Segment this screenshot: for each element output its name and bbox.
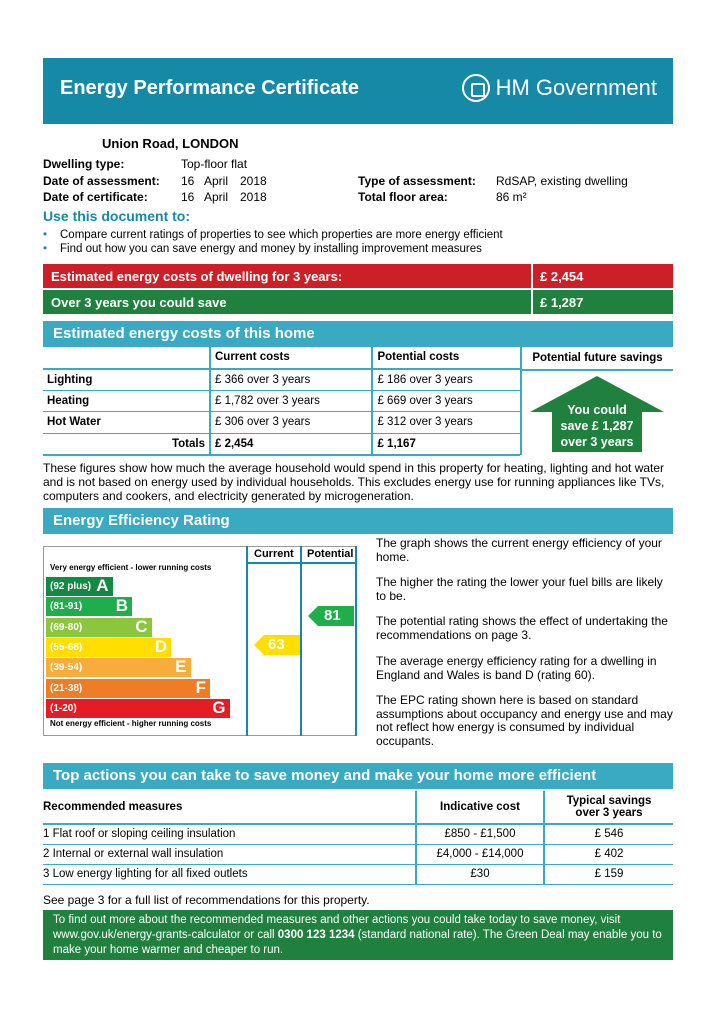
band-range: (21-38) bbox=[50, 682, 83, 694]
rating-text: The higher the rating the lower your fuel bills are likely to be. bbox=[376, 575, 663, 603]
rating-band-a bbox=[46, 577, 113, 596]
col-measures: Recommended measures bbox=[43, 791, 416, 824]
footer-info: To find out more about the recommended measures and other actions you could take today to save money, visit www.gov.uk/energy-grants-calculator or call 0300 123 1234 (standard national rate). The Green Deal may enable you to make your home warmer and cheaper to run. bbox=[43, 910, 673, 960]
use-bullet: • Find out how you can save energy and money by installing improvement measures bbox=[43, 243, 482, 255]
rating-text: The potential rating shows the effect of undertaking the recommendations on page 3. bbox=[376, 614, 668, 642]
page-title: Energy Performance Certificate bbox=[60, 77, 360, 99]
col-savings: Typical savings over 3 years bbox=[544, 791, 673, 824]
rating-text: The graph shows the current energy efficiency of your home. bbox=[376, 536, 662, 564]
band-letter: B bbox=[115, 596, 128, 616]
band-letter: C bbox=[135, 616, 148, 636]
assessment-type-label: Type of assessment: bbox=[358, 174, 476, 188]
assessment-month: April bbox=[204, 174, 229, 188]
band-letter: F bbox=[195, 677, 206, 697]
estimated-cost-label: Estimated energy costs of dwelling for 3 years: bbox=[51, 269, 343, 284]
col-cost: Indicative cost bbox=[416, 791, 544, 824]
table-row: Heating £ 1,782 over 3 years £ 669 over 3 years bbox=[43, 390, 520, 412]
certificate-date-label: Date of certificate: bbox=[43, 190, 148, 204]
property-address: Union Road, LONDON bbox=[102, 136, 239, 151]
band-letter: E bbox=[175, 657, 187, 677]
potential-rating-value: 81 bbox=[324, 607, 341, 624]
rating-band-b bbox=[46, 597, 132, 616]
actions-section-heading: Top actions you can take to save money and make your home more efficient bbox=[43, 763, 673, 789]
savings-value: £ 1,287 bbox=[540, 295, 584, 310]
table-row: 2 Internal or external wall insulation £4,000 - £14,000 £ 402 bbox=[43, 844, 673, 864]
estimated-cost-value: £ 2,454 bbox=[540, 269, 584, 284]
costs-note: These figures show how much the average household would spend in this property for heating, lighting and hot water and is not based on energy used by individual households. This excludes energy use for running appliances like TVs, computers and cookers, and electricity generated by microgeneration. bbox=[43, 461, 665, 503]
header-banner bbox=[43, 58, 673, 124]
future-savings-panel bbox=[520, 347, 673, 455]
crest-icon bbox=[462, 74, 490, 102]
potential-rating-marker bbox=[308, 606, 354, 626]
certificate-month: April bbox=[204, 190, 229, 204]
band-range: (92 plus) bbox=[50, 581, 92, 592]
rating-band-e bbox=[46, 658, 191, 677]
floor-area-label: Total floor area: bbox=[358, 190, 448, 204]
certificate-day: 16 bbox=[181, 190, 195, 204]
dwelling-type: Top-floor flat bbox=[181, 157, 248, 171]
use-bullet: • Compare current ratings of properties to see which properties are more energy efficient bbox=[43, 229, 503, 241]
col-current-rating: Current bbox=[254, 548, 294, 560]
gov-label: HM Government bbox=[495, 75, 657, 100]
rating-band-g bbox=[46, 699, 230, 718]
use-heading: Use this document to: bbox=[43, 208, 191, 224]
table-row: Lighting £ 366 over 3 years £ 186 over 3 years bbox=[43, 369, 520, 391]
col-potential-rating: Potential bbox=[307, 548, 354, 560]
band-range: (81-91) bbox=[50, 601, 83, 613]
band-letter: A bbox=[96, 576, 109, 595]
current-rating-marker bbox=[254, 635, 300, 655]
rating-text: The EPC rating shown here is based on standard assumptions about occupancy and energy use and may not reflect how energy is consumed by individual occupants. bbox=[376, 693, 673, 748]
costs-section-heading: Estimated energy costs of this home bbox=[43, 321, 673, 347]
gov-logo bbox=[462, 74, 657, 102]
floor-area: 86 m² bbox=[496, 190, 527, 204]
savings-bar bbox=[43, 290, 673, 314]
rating-section-heading: Energy Efficiency Rating bbox=[43, 508, 673, 534]
table-row: Hot Water £ 306 over 3 years £ 312 over 3 years bbox=[43, 412, 520, 434]
estimated-cost-bar bbox=[43, 264, 673, 288]
band-range: (69-80) bbox=[50, 621, 83, 633]
totals-row: Totals £ 2,454 £ 1,167 bbox=[43, 433, 520, 455]
current-rating-value: 63 bbox=[268, 636, 285, 653]
assessment-date-label: Date of assessment: bbox=[43, 174, 160, 188]
top-caption: Very energy efficient - lower running costs bbox=[50, 563, 212, 572]
savings-label: Over 3 years you could save bbox=[51, 295, 227, 310]
assessment-type: RdSAP, existing dwelling bbox=[496, 174, 628, 188]
rating-band-c bbox=[46, 618, 152, 637]
table-row: 1 Flat roof or sloping ceiling insulation £850 - £1,500 £ 546 bbox=[43, 824, 673, 844]
assessment-day: 16 bbox=[181, 174, 195, 188]
band-range: (1-20) bbox=[50, 702, 77, 714]
savings-arrow: You could save £ 1,287 over 3 years bbox=[530, 376, 664, 452]
actions-table bbox=[43, 791, 673, 885]
rating-text: The average energy efficiency rating for a dwelling in England and Wales is band D (rating 60). bbox=[376, 654, 657, 682]
rating-band-d bbox=[46, 638, 171, 657]
phone-number: 0300 123 1234 bbox=[277, 929, 355, 941]
costs-table bbox=[43, 347, 520, 456]
dwelling-type-label: Dwelling type: bbox=[43, 157, 125, 171]
col-current-costs: Current costs bbox=[210, 347, 372, 369]
band-letter: D bbox=[154, 636, 167, 656]
assessment-year: 2018 bbox=[240, 174, 267, 188]
potential-column bbox=[302, 546, 357, 736]
rating-band-f bbox=[46, 679, 210, 698]
table-row: 3 Low energy lighting for all fixed outlets £30 £ 159 bbox=[43, 864, 673, 884]
recommendations-note: See page 3 for a full list of recommendations for this property. bbox=[43, 893, 370, 907]
col-future-savings: Potential future savings bbox=[522, 352, 673, 371]
band-range: (55-68) bbox=[50, 641, 83, 653]
certificate-year: 2018 bbox=[240, 190, 267, 204]
bottom-caption: Not energy efficient - higher running costs bbox=[50, 719, 212, 728]
col-potential-costs: Potential costs bbox=[372, 347, 520, 369]
band-letter: G bbox=[212, 697, 226, 717]
band-range: (39-54) bbox=[50, 662, 83, 674]
